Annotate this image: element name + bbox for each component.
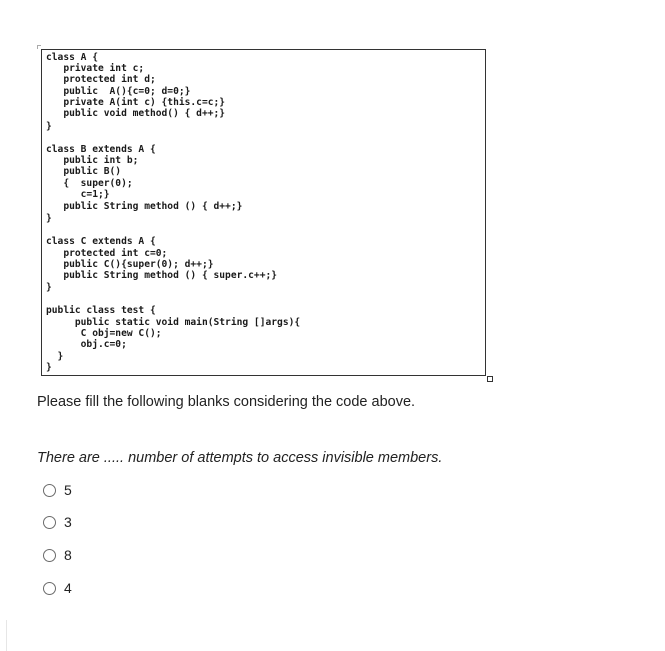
code-line: public int b; [46,155,139,166]
code-line: } [46,282,52,293]
code-line: protected int c=0; [46,248,168,259]
code-line: private A(int c) {this.c=c;} [46,97,226,108]
answer-option[interactable] [43,481,72,499]
code-line: public B() [46,166,122,177]
code-line: } [46,213,52,224]
code-line: } [46,351,64,362]
option-label: 3 [64,514,72,530]
code-line: c=1;} [46,189,110,200]
answer-option[interactable] [43,579,72,597]
radio-button[interactable] [43,549,56,562]
option-label: 8 [64,547,72,563]
instruction-text: Please fill the following blanks considering the code above. [37,394,416,410]
answer-option[interactable] [43,546,72,564]
radio-button[interactable] [43,582,56,595]
question-text: There are ..... number of attempts to access invisible members. [37,450,443,466]
code-line: public C(){super(0); d++;} [46,259,214,270]
code-line: public void method() { d++;} [46,108,226,119]
code-line: obj.c=0; [46,339,127,350]
code-line: { super(0); [46,178,133,189]
code-line: C obj=new C(); [46,328,162,339]
code-line: public class test { [46,305,156,316]
code-line: protected int d; [46,74,156,85]
code-line: } [46,362,52,373]
code-listing [41,49,486,376]
code-line: class B extends A { [46,144,156,155]
code-line: public String method () { d++;} [46,201,243,212]
option-label: 5 [64,482,72,498]
option-label: 4 [64,580,72,596]
code-line: private int c; [46,63,145,74]
code-line: } [46,121,52,132]
answer-option[interactable] [43,513,72,531]
page-edge-divider [0,620,7,651]
code-line: class A { [46,52,98,63]
resize-handle[interactable] [487,376,493,382]
code-line: public A(){c=0; d=0;} [46,86,191,97]
radio-button[interactable] [43,484,56,497]
radio-button[interactable] [43,516,56,529]
code-line: public static void main(String []args){ [46,317,301,328]
code-line: class C extends A { [46,236,156,247]
code-line: public String method () { super.c++;} [46,270,278,281]
